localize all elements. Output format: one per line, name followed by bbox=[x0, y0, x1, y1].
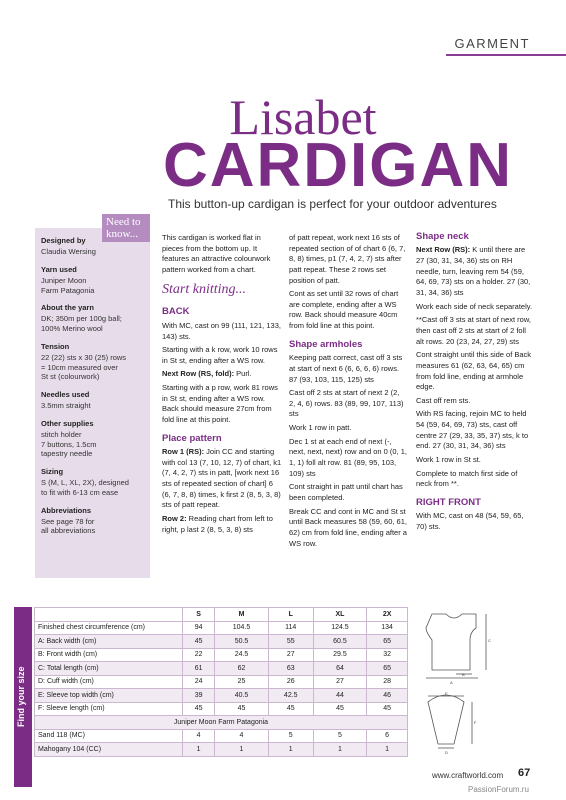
table-cell: 32 bbox=[367, 648, 408, 662]
table-cell: 42.5 bbox=[268, 689, 313, 703]
table-cell: 40.5 bbox=[215, 689, 268, 703]
title-line2: CARDIGAN bbox=[162, 131, 514, 200]
col3-p8: Complete to match first side of neck from **. bbox=[416, 468, 518, 489]
right-front-heading: RIGHT FRONT bbox=[416, 496, 481, 508]
table-cell: 61 bbox=[183, 662, 215, 676]
title-line1: Lisabet bbox=[229, 89, 377, 145]
back-heading: BACK bbox=[162, 306, 190, 318]
table-cell: 44 bbox=[313, 689, 366, 703]
table-cell: 124.5 bbox=[313, 621, 366, 635]
table-cell: 27 bbox=[268, 648, 313, 662]
back-p3-text: Purl. bbox=[234, 369, 252, 379]
sidebar-item bbox=[41, 506, 144, 537]
table-cell: Finished chest circumference (cm) bbox=[35, 621, 183, 635]
table-cell: 1 bbox=[313, 743, 366, 757]
table-cell: 65 bbox=[367, 662, 408, 676]
sidebar-item-heading: Other supplies bbox=[41, 418, 94, 428]
table-cell: E: Sleeve top width (cm) bbox=[35, 689, 183, 703]
table-cell: D: Cuff width (cm) bbox=[35, 675, 183, 689]
column-1 bbox=[162, 233, 282, 538]
diagram-label-b: B bbox=[462, 672, 465, 677]
table-cell: C: Total length (cm) bbox=[35, 662, 183, 676]
sidebar bbox=[35, 228, 150, 578]
column-2 bbox=[289, 233, 407, 552]
watermark: PassionForum.ru bbox=[468, 785, 529, 794]
table-cell: Mahogany 104 (CC) bbox=[35, 743, 183, 757]
table-cell: 39 bbox=[183, 689, 215, 703]
table-cell: 27 bbox=[313, 675, 366, 689]
sidebar-item-text: Juniper Moon Farm Patagonia bbox=[41, 275, 95, 295]
col2-p1: of patt repeat, work next 16 sts of repeated section of of chart 6 (6, 7, 8, 8) times, p1 (7, 4, 2, 7) sts after patt repeat. These 2 rows set position of patt. bbox=[289, 233, 406, 285]
section-rule bbox=[446, 54, 566, 56]
sidebar-item-text: See page 78 for all abbreviations bbox=[41, 516, 96, 536]
table-row bbox=[35, 621, 408, 635]
sidebar-item-heading: Sizing bbox=[41, 467, 64, 476]
shape-armholes-heading: Shape armholes bbox=[289, 338, 363, 350]
shape-neck-heading: Shape neck bbox=[416, 231, 469, 242]
table-cell: 65 bbox=[367, 635, 408, 649]
back-p4: Starting with a p row, work 81 rows in St st, ending after a WS row. Back should measure 27cm from fold line at this point. bbox=[162, 383, 278, 425]
sidebar-item bbox=[41, 265, 144, 296]
diagram-label-c: C bbox=[488, 638, 491, 643]
col3-p2: Work each side of neck separately. bbox=[416, 301, 533, 311]
table-cell: 62 bbox=[215, 662, 268, 676]
body-schematic bbox=[426, 614, 486, 678]
table-cell: 46 bbox=[367, 689, 408, 703]
section-label: GARMENT bbox=[454, 36, 530, 51]
sidebar-list bbox=[41, 236, 144, 536]
col2-p2: Cont as set until 32 rows of chart are complete, ending after a WS row. Back should measure 40cm from fold line at this point. bbox=[289, 289, 399, 331]
sidebar-item-heading: Yarn used bbox=[41, 264, 77, 274]
row1-label: Row 1 (RS): bbox=[162, 447, 205, 457]
table-cell: B: Front width (cm) bbox=[35, 648, 183, 662]
col2-p6: Dec 1 st at each end of next (-, next, next, next) row and on 0 (0, 1, 1, 1) foll alt row. 81 (89, 95, 103, 109) sts bbox=[289, 436, 407, 478]
table-row bbox=[35, 716, 408, 730]
place-pattern-heading: Place pattern bbox=[162, 432, 222, 444]
yarn-heading-cell: Juniper Moon Farm Patagonia bbox=[35, 716, 408, 730]
table-row bbox=[35, 675, 408, 689]
col3-p9: With MC, cast on 48 (54, 59, 65, 70) sts. bbox=[416, 511, 524, 532]
table-cell: 55 bbox=[268, 635, 313, 649]
sidebar-item-text: 22 (22) sts x 30 (25) rows = 10cm measured over St st (colourwork) bbox=[41, 352, 127, 382]
table-cell: 104.5 bbox=[215, 621, 268, 635]
start-knitting-heading: Start knitting... bbox=[162, 281, 246, 297]
table-cell: F: Sleeve length (cm) bbox=[35, 702, 183, 716]
sidebar-item-heading: Tension bbox=[41, 341, 70, 351]
col3-p6: With RS facing, rejoin MC to held 54 (59, 64, 69, 73) sts, cast off centre 27 (29, 33, 35, 37) sts, k to end. 27 (30, 31, 34, 36) sts bbox=[416, 409, 529, 451]
col3-p1-text: K until there are 27 (30, 31, 34, 36) sts on RH needle, turn, leaving rem 54 (59, 64, 69, 73) sts on a holder. 27 (30, 31, 34, 36) sts bbox=[416, 245, 531, 298]
table-cell: 5 bbox=[268, 729, 313, 743]
col3-p1-label: Next Row (RS): bbox=[416, 245, 471, 255]
sidebar-item-text: DK; 350m per 100g ball; 100% Merino wool bbox=[41, 314, 122, 333]
sidebar-item bbox=[41, 467, 144, 498]
table-cell: 64 bbox=[313, 662, 366, 676]
table-cell: 22 bbox=[183, 648, 215, 662]
table-row bbox=[35, 648, 408, 662]
sidebar-item-text: 3.5mm straight bbox=[41, 401, 91, 410]
size-header-cell: L bbox=[268, 608, 313, 622]
table-cell: 94 bbox=[183, 621, 215, 635]
table-cell: 25 bbox=[215, 675, 268, 689]
row2-label: Row 2: bbox=[162, 514, 187, 524]
size-header-cell: 2X bbox=[367, 608, 408, 622]
table-cell: A: Back width (cm) bbox=[35, 635, 183, 649]
col3-p4: Cont straight until this side of Back measures 61 (62, 63, 64, 65) cm from fold line, ending at armhole edge. bbox=[416, 350, 532, 392]
sidebar-item-heading: Designed by bbox=[41, 236, 86, 245]
garment-schematic bbox=[416, 608, 506, 758]
sidebar-item-text: Claudia Wersing bbox=[41, 247, 96, 256]
diagram-label-d: D bbox=[445, 750, 448, 755]
table-cell: 5 bbox=[313, 729, 366, 743]
table-row bbox=[35, 662, 408, 676]
row1-text: Join CC and starting with col 13 (7, 10, 12, 7) of chart, k1 (7, 4, 2, 7) sts in patt, [work next 16 sts of repeated section of chart] 6 (6, 7, 8, 8) times, k first 2 (8, 5, 3, 8) sts of patt repeat. bbox=[162, 447, 282, 510]
table-cell: 4 bbox=[183, 729, 215, 743]
col3-p5: Cast off rem sts. bbox=[416, 395, 471, 405]
col2-p8: Break CC and cont in MC and St st until Back measures 58 (59, 60, 61, 62) cm from fold line, ending after a WS row. bbox=[289, 506, 407, 548]
col2-p7: Cont straight in patt until chart has been completed. bbox=[289, 482, 403, 502]
row2-text: Reading chart from left to right, p last 2 (8, 5, 3, 8) sts bbox=[162, 514, 273, 534]
back-p3-label: Next Row (RS, fold): bbox=[162, 369, 235, 379]
table-cell: 45 bbox=[268, 702, 313, 716]
back-p1: With MC, cast on 99 (111, 121, 133, 143) sts. bbox=[162, 320, 281, 341]
table-cell: 29.5 bbox=[313, 648, 366, 662]
table-cell: 45 bbox=[183, 635, 215, 649]
table-cell: 45 bbox=[215, 702, 268, 716]
sidebar-item-text: stitch holder 7 buttons, 1.5cm tapestry needle bbox=[41, 429, 97, 459]
footer-url: www.craftworld.com bbox=[432, 771, 504, 780]
sidebar-item-heading: Needles used bbox=[41, 390, 90, 399]
table-cell: 4 bbox=[215, 729, 268, 743]
table-cell: 45 bbox=[183, 702, 215, 716]
find-your-size-label: Find your size bbox=[16, 666, 26, 727]
table-cell: 26 bbox=[268, 675, 313, 689]
table-cell: 1 bbox=[367, 743, 408, 757]
table-cell: 24.5 bbox=[215, 648, 268, 662]
table-row bbox=[35, 702, 408, 716]
sidebar-item-heading: Abbreviations bbox=[41, 505, 92, 515]
table-row bbox=[35, 635, 408, 649]
table-row bbox=[35, 689, 408, 703]
table-cell: 1 bbox=[268, 743, 313, 757]
page-number: 67 bbox=[518, 767, 531, 779]
diagram-label-a: A bbox=[450, 680, 453, 685]
col3-p1 bbox=[416, 245, 534, 298]
table-cell: 45 bbox=[313, 702, 366, 716]
table-cell: 6 bbox=[367, 729, 408, 743]
sidebar-item-heading: About the yarn bbox=[41, 303, 94, 313]
subtitle: This button-up cardigan is perfect for your outdoor adventures bbox=[168, 197, 497, 211]
row2 bbox=[162, 514, 282, 535]
sidebar-item bbox=[41, 390, 144, 411]
col3-p3: **Cast off 3 sts at start of next row, then cast off 2 sts at start of 2 foll alt rows. 20 (23, 24, 27, 29) sts bbox=[416, 315, 531, 346]
col2-p3: Keeping patt correct, cast off 3 sts at start of next 6 (6, 6, 6, 6) rows. 87 (93, 103, 115, 125) sts bbox=[289, 353, 403, 384]
size-table-body bbox=[35, 621, 408, 756]
sleeve-schematic bbox=[428, 695, 472, 748]
table-cell: 1 bbox=[215, 743, 268, 757]
table-cell: 28 bbox=[367, 675, 408, 689]
diagram-label-e: E bbox=[445, 691, 448, 696]
size-table bbox=[34, 607, 408, 757]
table-cell: 24 bbox=[183, 675, 215, 689]
column-3 bbox=[416, 230, 534, 536]
sidebar-item bbox=[41, 303, 144, 334]
size-header-cell: S bbox=[183, 608, 215, 622]
back-p3 bbox=[162, 369, 282, 380]
sidebar-item-text: S (M, L, XL, 2X), designed to fit with 6-13 cm ease bbox=[41, 478, 129, 497]
table-row bbox=[35, 743, 408, 757]
need-to-know-badge: Need to know... bbox=[102, 214, 150, 242]
table-cell: 134 bbox=[367, 621, 408, 635]
table-cell: 60.5 bbox=[313, 635, 366, 649]
row1 bbox=[162, 447, 282, 511]
table-cell: 50.5 bbox=[215, 635, 268, 649]
col3-p7: Work 1 row in St st. bbox=[416, 455, 481, 465]
table-row bbox=[35, 729, 408, 743]
diagram-label-f: F bbox=[474, 720, 477, 725]
size-header-cell: XL bbox=[313, 608, 366, 622]
sidebar-item bbox=[41, 342, 144, 382]
table-cell: 45 bbox=[367, 702, 408, 716]
table-cell: Sand 118 (MC) bbox=[35, 729, 183, 743]
table-cell: 63 bbox=[268, 662, 313, 676]
size-header-cell bbox=[35, 608, 183, 622]
size-header-cell: M bbox=[215, 608, 268, 622]
col2-p5: Work 1 row in patt. bbox=[289, 423, 352, 433]
sidebar-item bbox=[41, 419, 144, 459]
size-table-header bbox=[35, 608, 408, 622]
table-cell: 114 bbox=[268, 621, 313, 635]
intro-paragraph: This cardigan is worked flat in pieces from the bottom up. It features an attractive colourwork pattern worked from a chart. bbox=[162, 233, 271, 274]
table-cell: 1 bbox=[183, 743, 215, 757]
back-p2: Starting with a k row, work 10 rows in St st, ending after a WS row. bbox=[162, 345, 278, 365]
find-your-size-tab bbox=[14, 607, 32, 787]
col2-p4: Cast off 2 sts at start of next 2 (2, 2, 4, 6) rows. 83 (89, 99, 107, 113) sts bbox=[289, 388, 404, 419]
